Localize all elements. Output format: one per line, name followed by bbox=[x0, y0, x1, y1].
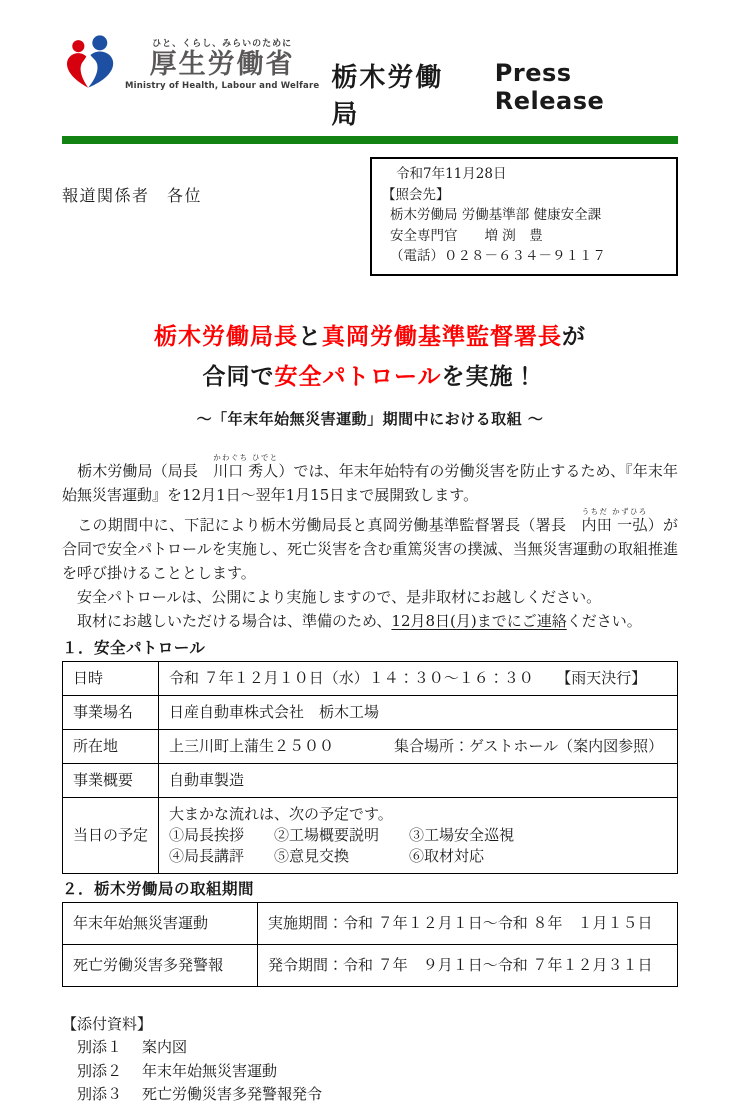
contact-box bbox=[370, 157, 678, 276]
paragraph-text: ）が合同で安全パトロールを実施し、死亡災害を含む重篤災害の撲滅、当無災害運動の取組推進を呼び掛けることとします。 bbox=[62, 515, 678, 582]
title-black-segment: 合同で bbox=[202, 363, 275, 390]
section2-heading: ２．栃木労働局の取組期間 bbox=[62, 879, 255, 898]
table-row bbox=[63, 797, 678, 873]
body-paragraph-4 bbox=[62, 609, 678, 633]
mhlw-logo-icon bbox=[62, 33, 118, 91]
attachment-label: 別添３ bbox=[77, 1085, 123, 1103]
schedule-line: ④局長講評 ⑤意見交換 ⑥取材対応 bbox=[169, 846, 485, 865]
title-black-segment: を実施！ bbox=[441, 363, 538, 390]
contact-date: 令和7年11月28日 bbox=[396, 166, 507, 182]
title-red-segment: 栃木労働局長 bbox=[154, 323, 298, 350]
row-label: 日時 bbox=[63, 661, 159, 695]
campaign-period-value: 実施期間：令和 ７年１２月１日～令和 ８年 １月１５日 bbox=[258, 902, 678, 944]
body-paragraph-1 bbox=[62, 453, 678, 507]
table-row bbox=[63, 729, 678, 763]
paragraph-text: この期間中に、下記により栃木労働局長と真岡労働基準監督署長（署長 bbox=[62, 515, 582, 534]
row-label: 事業概要 bbox=[63, 763, 159, 797]
main-title-line1 bbox=[62, 323, 678, 351]
recipient-line: 報道関係者 各位 bbox=[62, 186, 203, 205]
row-label: 所在地 bbox=[63, 729, 159, 763]
director-furigana: かわぐち ひでと bbox=[213, 452, 279, 462]
address-row bbox=[62, 157, 678, 276]
press-release-label: Press Release bbox=[494, 59, 605, 115]
mhlw-logo-block bbox=[62, 33, 319, 91]
row-label: 死亡労働災害多発警報 bbox=[63, 944, 258, 986]
paragraph-text: 取材にお越しいただける場合は、準備のため、 bbox=[62, 611, 392, 630]
patrol-table bbox=[62, 661, 678, 874]
deadline-underlined-text: 12月8日(月)までにご連絡 bbox=[391, 611, 567, 630]
contact-heading: 【照会先】 bbox=[382, 186, 450, 203]
attachment-label: 別添２ bbox=[77, 1061, 123, 1080]
title-red-segment: 安全パトロール bbox=[274, 363, 442, 390]
section1-heading: １．安全パトロール bbox=[62, 638, 206, 657]
chief-furigana: うちだ かずひろ bbox=[581, 506, 648, 516]
alert-period-value: 発令期間：令和 ７年 ９月１日～令和 ７年１２月３１日 bbox=[258, 944, 678, 986]
row-label: 当日の予定 bbox=[63, 797, 159, 873]
chief-name-ruby bbox=[581, 506, 648, 534]
title-black-segment: と bbox=[298, 323, 322, 350]
bureau-name: 栃木労働局 bbox=[331, 63, 444, 130]
paragraph-text: ください。 bbox=[566, 611, 642, 630]
attachment-title: 年末年始無災害運動 bbox=[142, 1061, 278, 1080]
director-name-ruby bbox=[213, 452, 279, 480]
title-red-segment: 真岡労働基準監督署長 bbox=[322, 323, 562, 350]
contact-department: 栃木労働局 労働基準部 健康安全課 bbox=[390, 207, 602, 223]
contact-phone: （電話）０２８－６３４－９１１７ bbox=[390, 248, 606, 264]
address-value: 上三川町上蒲生２５００ 集合場所：ゲストホール（案内図参照） bbox=[159, 729, 678, 763]
main-title-line2 bbox=[62, 363, 678, 391]
body-paragraph-2 bbox=[62, 507, 678, 585]
body-text bbox=[62, 453, 678, 633]
ministry-name-en: Ministry of Health, Labour and Welfare bbox=[125, 81, 320, 91]
business-value: 自動車製造 bbox=[159, 763, 678, 797]
logo-tagline: ひと、くらし、みらいのために bbox=[152, 39, 293, 49]
paragraph-text: 栃木労働局（局長 bbox=[62, 461, 214, 480]
masthead bbox=[62, 33, 678, 131]
table-row bbox=[63, 695, 678, 729]
director-name: 川口 秀人 bbox=[213, 461, 279, 480]
title-block bbox=[62, 323, 678, 429]
paragraph-text: ）では、年末年始特有の労働災害を防止するため、『年末年始無災害運動』を12月1日～翌年1月15日まで展開致します。 bbox=[62, 461, 678, 504]
attachment-title: 死亡労働災害多発警報発令 bbox=[142, 1085, 323, 1103]
attachment-item bbox=[62, 1083, 678, 1107]
period-table bbox=[62, 902, 678, 987]
attachment-item bbox=[62, 1060, 678, 1084]
worksite-value: 日産自動車株式会社 栃木工場 bbox=[159, 695, 678, 729]
row-label: 事業場名 bbox=[63, 695, 159, 729]
attachment-title: 案内図 bbox=[142, 1038, 188, 1056]
title-black-segment: が bbox=[562, 323, 586, 350]
subtitle: ～「年末年始無災害運動」期間中における取組 ～ bbox=[196, 409, 544, 428]
body-paragraph-3: 安全パトロールは、公開により実施しますので、是非取材にお越しください。 bbox=[62, 587, 602, 606]
table-row bbox=[63, 763, 678, 797]
logo-text-block bbox=[125, 36, 319, 91]
table-row bbox=[63, 944, 678, 986]
row-label: 年末年始無災害運動 bbox=[63, 902, 258, 944]
schedule-value bbox=[159, 797, 678, 873]
schedule-line: ①局長挨拶 ②工場概要説明 ③工場安全巡視 bbox=[169, 825, 515, 844]
table-row bbox=[63, 661, 678, 695]
schedule-line: 大まかな流れは、次の予定です。 bbox=[169, 804, 393, 823]
chief-name: 内田 一弘 bbox=[581, 515, 648, 534]
table-row bbox=[63, 902, 678, 944]
attachment-label: 別添１ bbox=[77, 1038, 123, 1056]
contact-person: 安全専門官 増 渕 豊 bbox=[390, 227, 543, 244]
attachments-block bbox=[62, 1013, 678, 1107]
ministry-name: 厚生労働省 bbox=[149, 49, 295, 80]
datetime-value: 令和 ７年１２月１０日（水）１４：３０～１６：３０ 【雨天決行】 bbox=[159, 661, 678, 695]
header-rule bbox=[62, 136, 678, 144]
attachment-item bbox=[62, 1036, 678, 1060]
attachments-heading: 【添付資料】 bbox=[62, 1014, 153, 1033]
